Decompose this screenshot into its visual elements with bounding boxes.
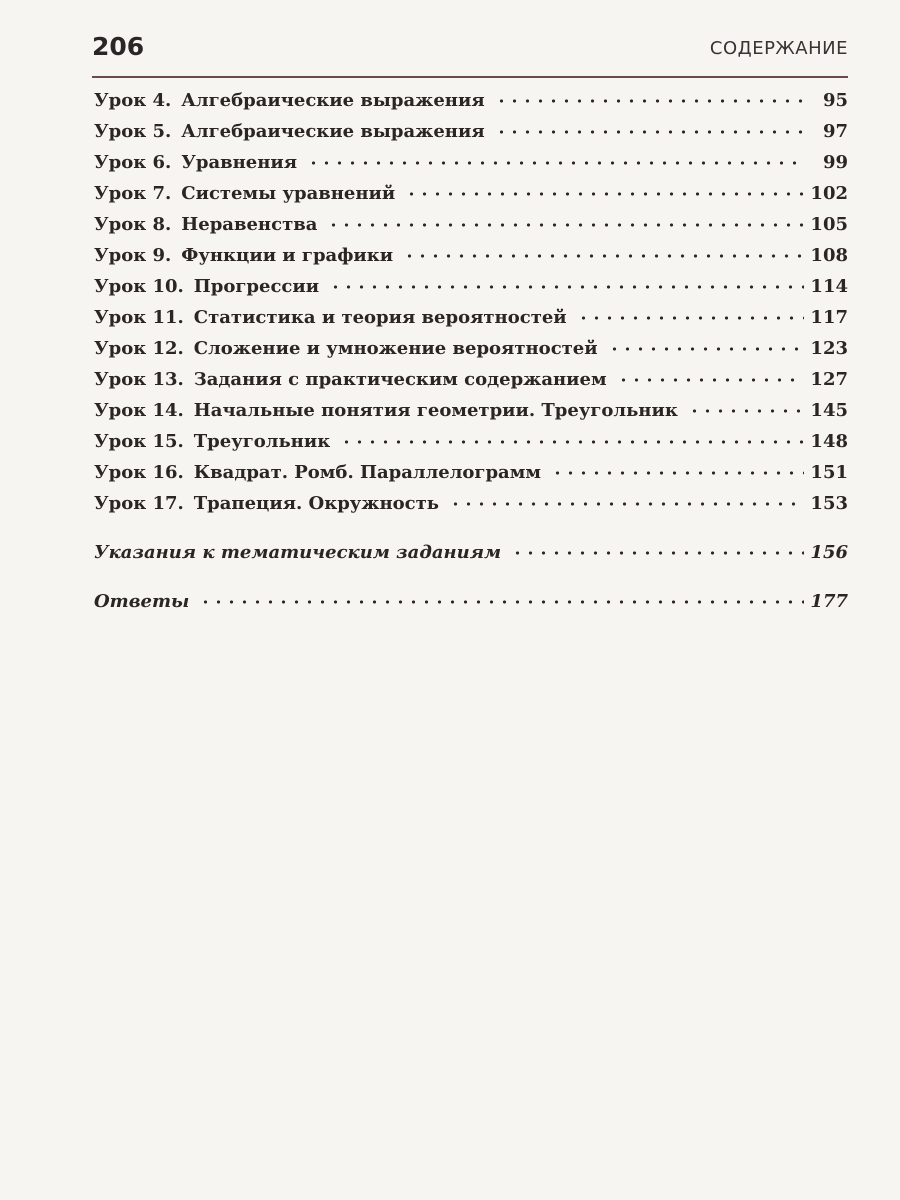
toc-entry-lesson-12[interactable]: [94, 328, 848, 359]
toc-entry-lesson-14[interactable]: [94, 390, 848, 421]
toc-entry-lesson-10[interactable]: [94, 266, 848, 297]
dot-leader: [449, 499, 804, 509]
lesson-page: 102: [810, 183, 848, 204]
lesson-page: 148: [810, 431, 848, 452]
toc-entry-lesson-16[interactable]: [94, 452, 848, 483]
toc-entry-lesson-6[interactable]: [94, 142, 848, 173]
answers-page: 177: [810, 591, 848, 612]
lesson-title: Треугольник: [193, 431, 331, 452]
dot-leader: [495, 96, 806, 106]
lesson-number: Урок 13.: [94, 369, 184, 390]
toc-entry-lesson-17[interactable]: [94, 483, 848, 514]
lesson-page: 123: [810, 338, 848, 359]
dot-leader: [551, 468, 804, 478]
dot-leader: [608, 344, 805, 354]
lesson-title: Прогрессии: [193, 276, 320, 297]
dot-leader: [511, 548, 804, 558]
lesson-title: Начальные понятия геометрии. Треугольник: [193, 400, 678, 421]
dot-leader: [340, 437, 804, 447]
lesson-page: 108: [810, 245, 848, 266]
toc-entry-lesson-15[interactable]: [94, 421, 848, 452]
toc-entry-instructions[interactable]: [94, 531, 848, 563]
lesson-page: 95: [822, 90, 848, 111]
section-title: СОДЕРЖАНИЕ: [709, 38, 848, 59]
dot-leader: [405, 189, 804, 199]
lesson-page: 153: [810, 493, 848, 514]
toc-entry-lesson-5[interactable]: [94, 111, 848, 142]
toc-entry-answers[interactable]: [94, 580, 848, 612]
dot-leader: [495, 127, 806, 137]
dot-leader: [617, 375, 805, 385]
lesson-number: Урок 17.: [94, 493, 184, 514]
lesson-number: Урок 12.: [94, 338, 184, 359]
lesson-number: Урок 7.: [94, 183, 172, 204]
dot-leader: [688, 406, 805, 416]
lesson-title: Квадрат. Ромб. Параллелограмм: [193, 462, 541, 483]
toc-entry-lesson-13[interactable]: [94, 359, 848, 390]
toc-entry-lesson-7[interactable]: [94, 173, 848, 204]
lesson-page: 105: [810, 214, 848, 235]
dot-leader: [329, 282, 804, 292]
lesson-title: Статистика и теория вероятностей: [193, 307, 567, 328]
lesson-number: Урок 14.: [94, 400, 184, 421]
page-header: [92, 30, 848, 78]
table-of-contents: [94, 80, 848, 612]
lesson-page: 97: [822, 121, 848, 142]
lesson-number: Урок 5.: [94, 121, 172, 142]
instructions-title: Указания к тематическим заданиям: [94, 542, 502, 563]
lesson-title: Сложение и умножение вероятностей: [193, 338, 598, 359]
toc-entry-lesson-11[interactable]: [94, 297, 848, 328]
lesson-title: Системы уравнений: [181, 183, 396, 204]
dot-leader: [307, 158, 806, 168]
lesson-title: Алгебраические выражения: [181, 121, 485, 142]
lesson-page: 127: [810, 369, 848, 390]
lesson-number: Урок 4.: [94, 90, 172, 111]
lesson-title: Неравенства: [181, 214, 318, 235]
lesson-number: Урок 10.: [94, 276, 184, 297]
toc-entry-lesson-4[interactable]: [94, 80, 848, 111]
lesson-page: 117: [810, 307, 848, 328]
instructions-page: 156: [810, 542, 848, 563]
dot-leader: [327, 220, 804, 230]
lesson-page: 145: [810, 400, 848, 421]
dot-leader: [577, 313, 805, 323]
lesson-page: 114: [810, 276, 848, 297]
lesson-title: Функции и графики: [181, 245, 394, 266]
toc-entry-lesson-8[interactable]: [94, 204, 848, 235]
dot-leader: [199, 597, 804, 607]
lesson-number: Урок 8.: [94, 214, 172, 235]
lesson-title: Трапеция. Окружность: [193, 493, 440, 514]
lesson-title: Задания с практическим содержанием: [193, 369, 607, 390]
lesson-number: Урок 9.: [94, 245, 172, 266]
lesson-number: Урок 6.: [94, 152, 172, 173]
lesson-title: Алгебраические выражения: [181, 90, 485, 111]
lesson-number: Урок 16.: [94, 462, 184, 483]
dot-leader: [403, 251, 804, 261]
page-number: 206: [92, 32, 145, 61]
lesson-title: Уравнения: [181, 152, 298, 173]
lesson-number: Урок 15.: [94, 431, 184, 452]
lesson-page: 99: [822, 152, 848, 173]
lesson-number: Урок 11.: [94, 307, 184, 328]
lesson-page: 151: [810, 462, 848, 483]
answers-title: Ответы: [94, 591, 190, 612]
toc-entry-lesson-9[interactable]: [94, 235, 848, 266]
